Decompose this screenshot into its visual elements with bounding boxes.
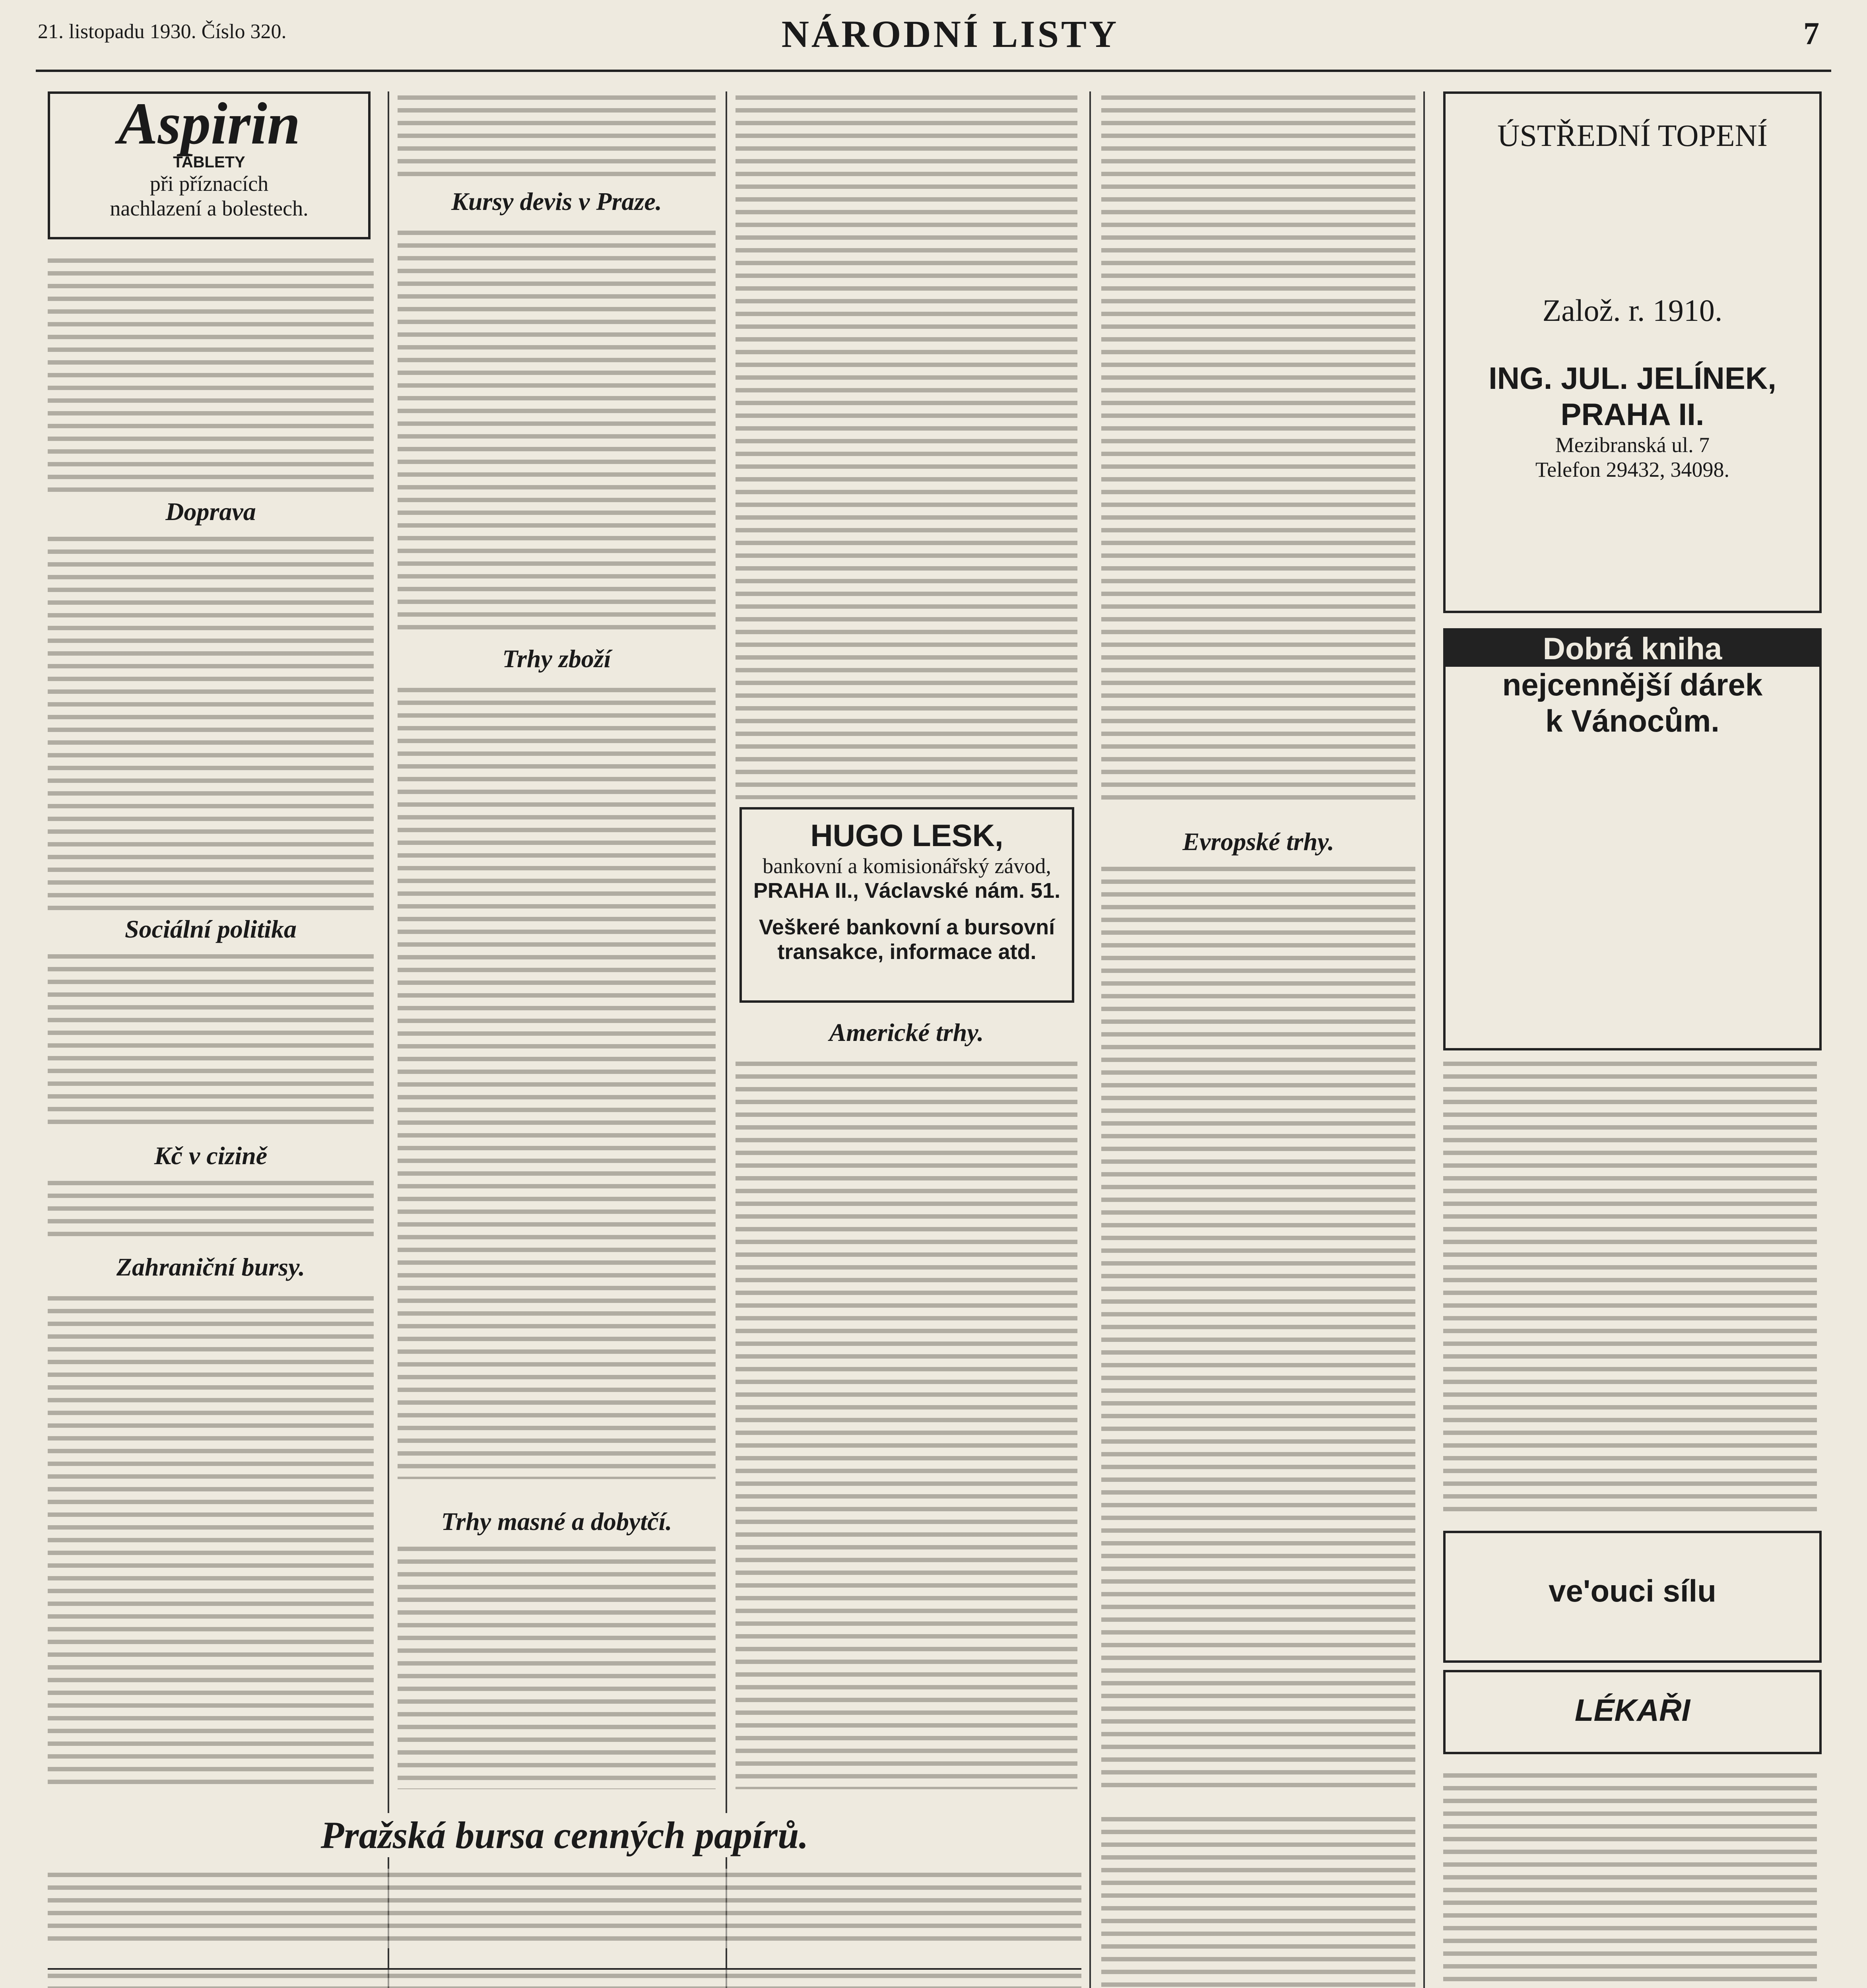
lekari-ad: LÉKAŘI [1443, 1670, 1822, 1754]
text-block [398, 91, 716, 179]
column-divider [1089, 91, 1091, 1988]
heading-evropske: Evropské trhy. [1101, 827, 1415, 856]
heading-americke: Americké trhy. [736, 1018, 1077, 1047]
notice-ad: ve'ouci sílu [1443, 1531, 1822, 1663]
heading-prazska-bursa: Pražská bursa cenných papírů. [48, 1813, 1081, 1857]
text-block [1443, 1769, 1817, 1988]
column-divider [388, 91, 389, 1988]
text-block [48, 950, 374, 1129]
text-block [48, 254, 374, 493]
newspaper-title: NÁRODNÍ LISTY [781, 13, 1119, 55]
text-block [398, 1543, 716, 1789]
heading-doprava: Doprava [48, 497, 374, 526]
text-block [1101, 1813, 1415, 1988]
text-block [398, 227, 716, 632]
text-block [1101, 863, 1415, 1789]
heading-trhy-zbozi: Trhy zboží [398, 644, 716, 674]
heading-socialni: Sociální politika [48, 914, 374, 944]
text-block [48, 1177, 374, 1237]
masthead-rule [36, 70, 1831, 72]
heading-kc-v-cizine: Kč v cizině [48, 1141, 374, 1171]
text-block [48, 1292, 374, 1789]
issue-date: 21. listopadu 1930. Číslo 320. [38, 20, 287, 43]
text-block [48, 533, 374, 911]
heading-trhy-masne: Trhy masné a dobytčí. [398, 1507, 716, 1536]
bursa-table [48, 1968, 1081, 1988]
heading-kursy-devis: Kursy devis v Praze. [398, 187, 716, 216]
column-divider [1423, 91, 1425, 1988]
page-number: 7 [1803, 16, 1819, 51]
topeni-ad: ÚSTŘEDNÍ TOPENÍ Založ. r. 1910. ING. JUL. JELÍNEK, PRAHA II. Mezibranská ul. 7 Telefon 29432, 34098. [1443, 91, 1822, 613]
lesk-ad: HUGO LESK, bankovní a komisionářský závod, PRAHA II., Václavské nám. 51. Veškeré bankovní a bursovní transakce, informace atd. [739, 807, 1074, 1003]
heading-zahranicni: Zahraniční bursy. [48, 1252, 374, 1282]
text-block [1443, 1058, 1817, 1519]
kniha-ad: Dobrá kniha nejcennější dárek k Vánocům. [1443, 628, 1822, 1050]
text-block [48, 1869, 1081, 1948]
text-block [398, 684, 716, 1479]
aspirin-ad: Aspirin TABLETY při příznacích nachlazení a bolestech. [48, 91, 371, 239]
column-divider [726, 91, 727, 1988]
text-block [736, 91, 1077, 799]
text-block [736, 1058, 1077, 1789]
aspirin-logo: Aspirin [118, 91, 301, 157]
text-block [1101, 91, 1415, 807]
